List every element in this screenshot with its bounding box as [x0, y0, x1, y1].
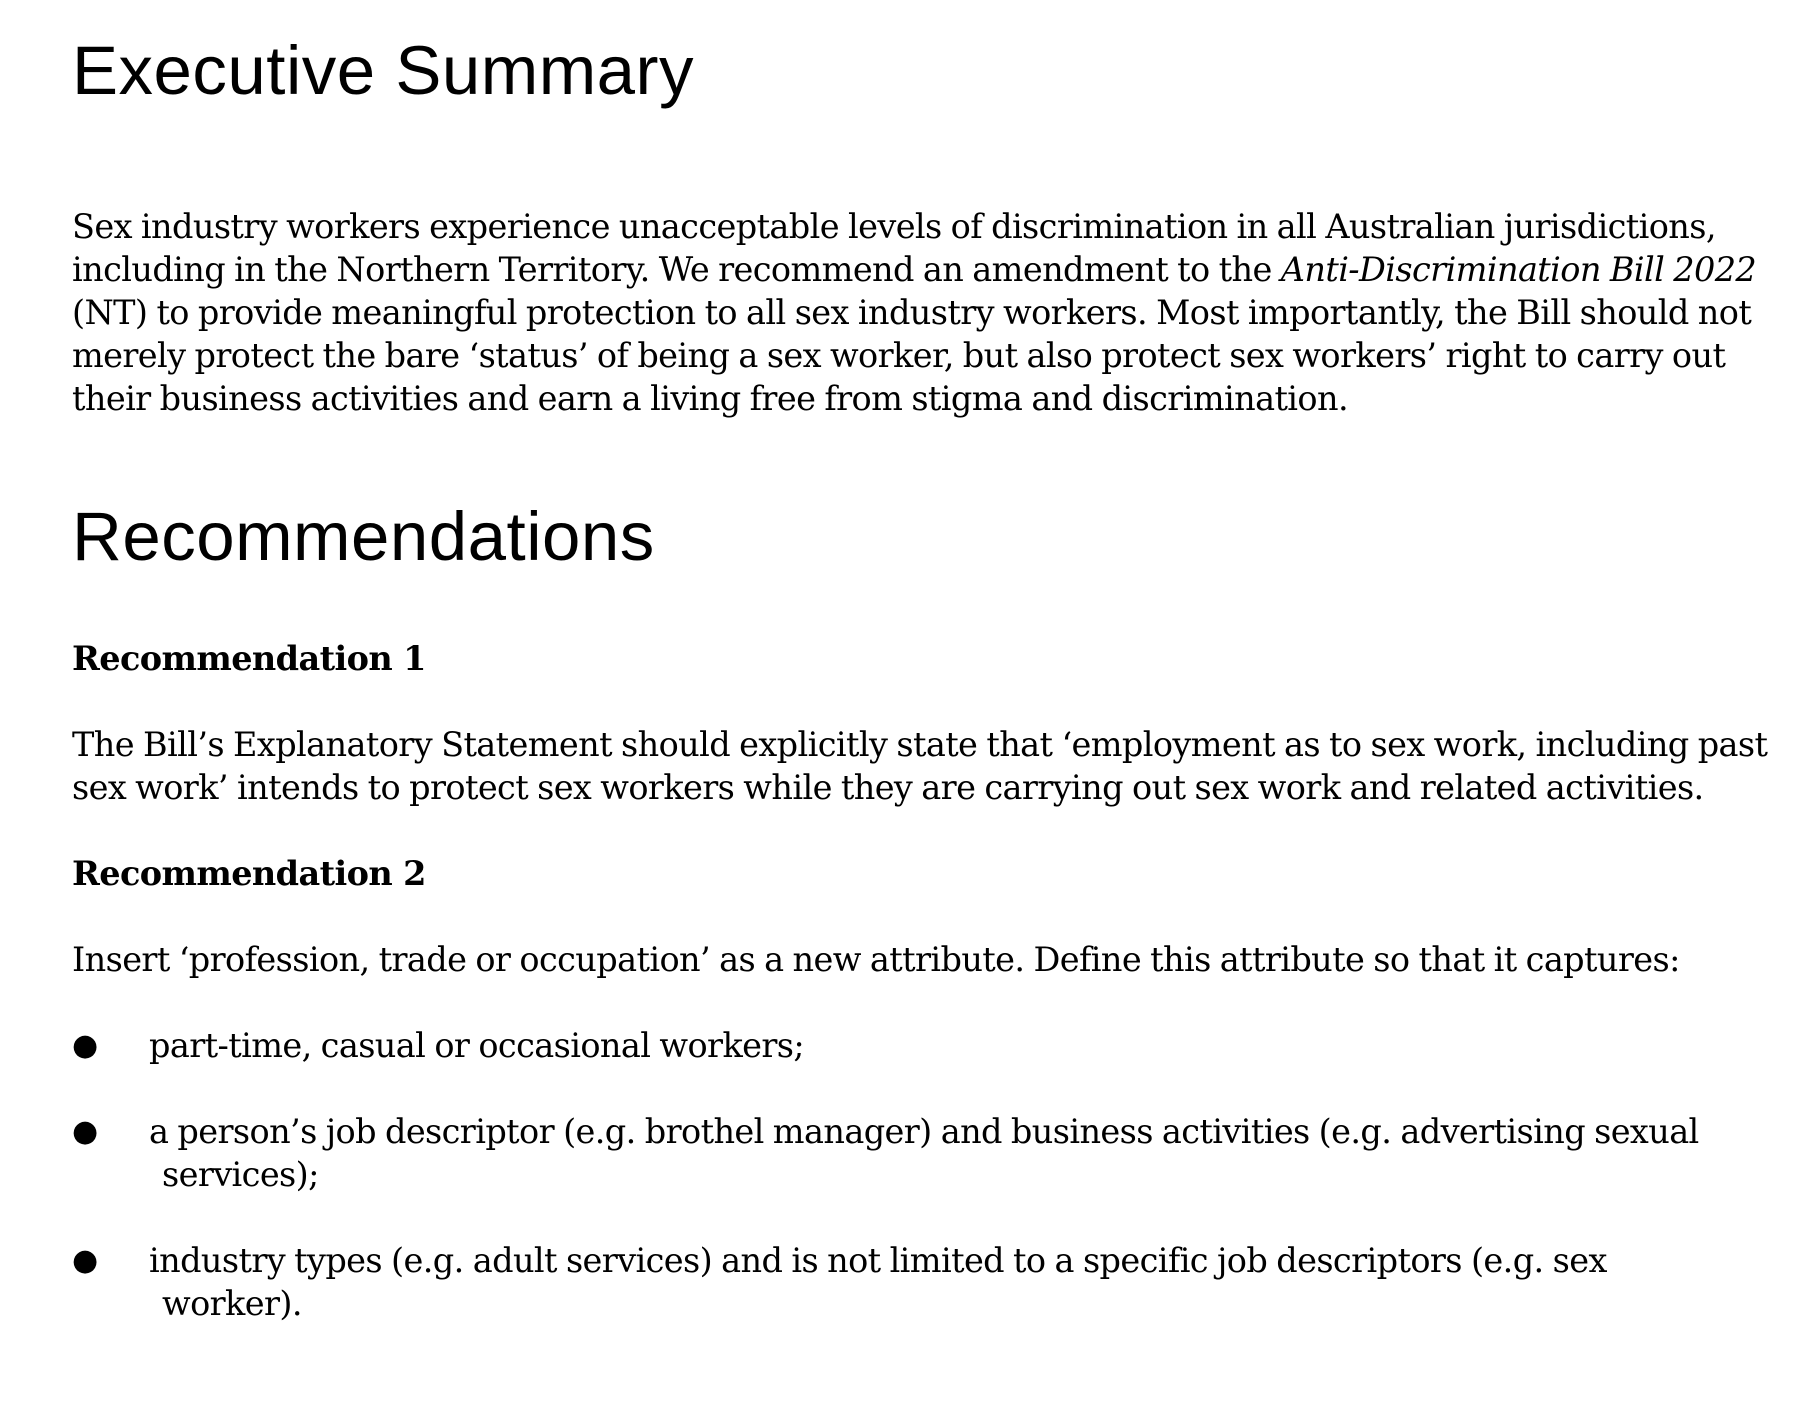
summary-text-part-2: (NT) to provide meaningful protection to all sex industry workers. Most importantly, the Bill should not merely protect the bare ‘status’ of being a sex worker, but also protect sex workers’ right to carry out their business activities and earn a living free from stigma and discrimination.	[72, 292, 1752, 418]
recommendation-1-heading: Recommendation 1	[72, 638, 426, 678]
list-item	[72, 1239, 1772, 1325]
recommendation-2-bullet-list	[72, 1024, 1772, 1325]
bullet-icon: ●	[72, 1113, 98, 1149]
summary-text-part-1: Sex industry workers experience unacceptable levels of discrimination in all Australian jurisdictions, including in the Northern Territory. We recommend an amendment to the	[72, 206, 1716, 289]
list-item	[72, 1110, 1772, 1196]
bullet-icon: ●	[72, 1027, 98, 1063]
recommendations-heading: Recommendations	[72, 497, 655, 575]
list-item-text-continued: services);	[162, 1154, 319, 1194]
list-item-text: part-time, casual or occasional workers;	[149, 1025, 805, 1065]
list-item-text-continued: worker).	[162, 1283, 302, 1323]
list-item-text: industry types (e.g. adult services) and is not limited to a specific job descriptors (e.g. sex	[149, 1240, 1607, 1280]
executive-summary-paragraph	[72, 205, 1772, 420]
recommendation-2-text: Insert ‘profession, trade or occupation’ as a new attribute. Define this attribute so that it captures:	[72, 939, 1680, 979]
bill-title-italic: Anti-Discrimination Bill 2022	[1280, 249, 1757, 289]
executive-summary-heading: Executive Summary	[72, 32, 695, 109]
document-page	[72, 30, 1772, 1368]
recommendation-1-text: The Bill’s Explanatory Statement should explicitly state that ‘employment as to sex work, including past sex work’ intends to protect sex workers while they are carrying out sex work and related activities.	[72, 724, 1768, 807]
bullet-icon: ●	[72, 1242, 98, 1278]
recommendation-2-heading: Recommendation 2	[72, 853, 426, 893]
list-item-text: a person’s job descriptor (e.g. brothel manager) and business activities (e.g. advertising sexual	[149, 1111, 1699, 1151]
list-item	[72, 1024, 1772, 1067]
